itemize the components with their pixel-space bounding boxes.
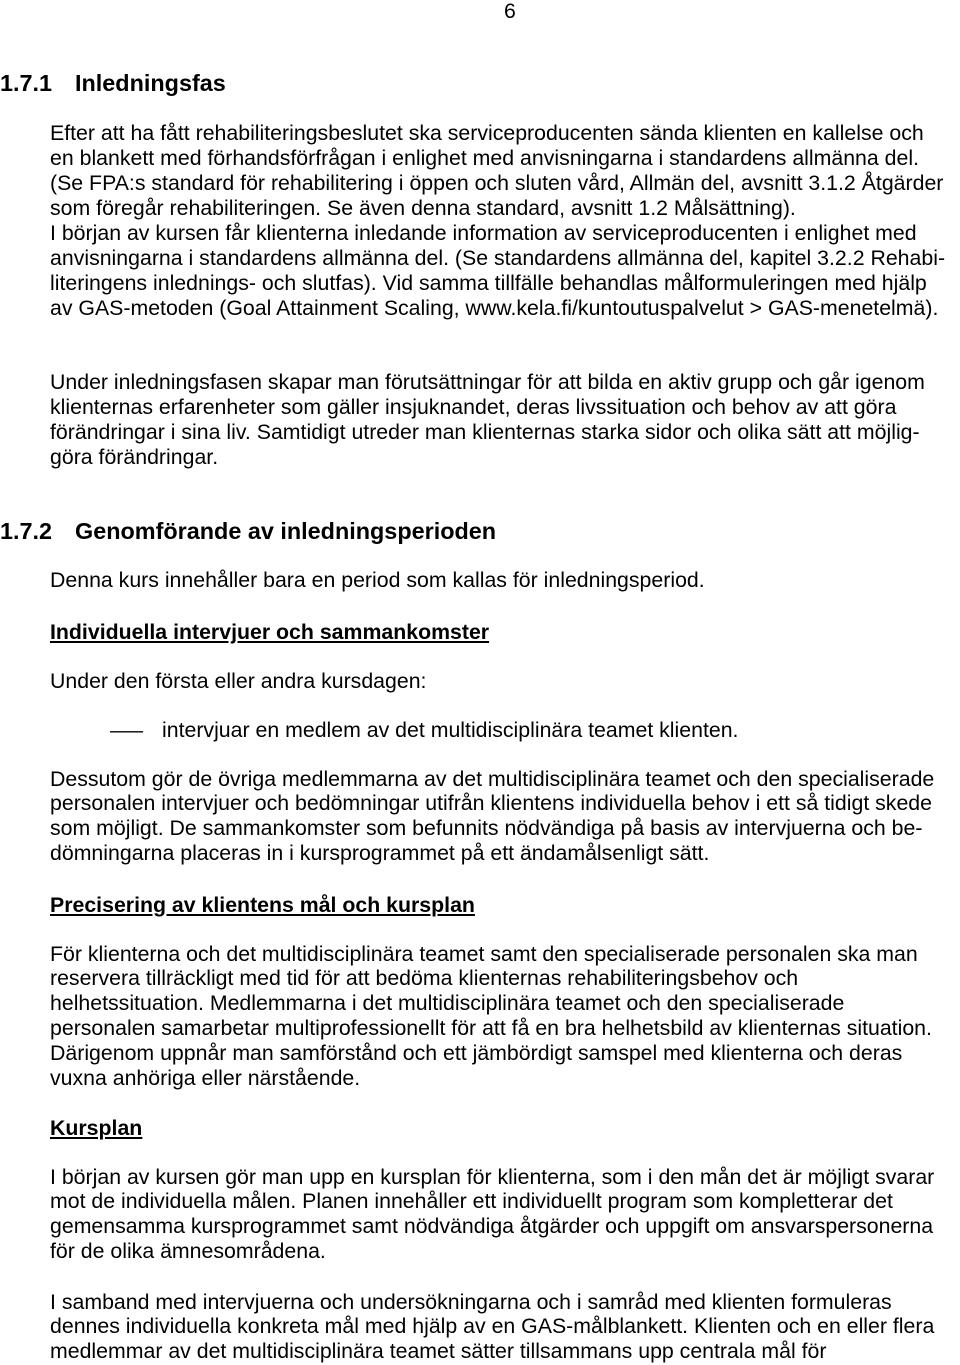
paragraph [50,221,945,321]
lead-text: Under den första eller andra kursdagen: [50,668,427,693]
text-line: literingens inlednings- och slutfas). Vid samma tillfälle behandlas målformuleringen med hjälp [50,270,927,295]
text-line: reservera tillräckligt med tid för att bedöma klienternas rehabiliteringsbehov och [50,966,799,991]
paragraph [50,1165,934,1265]
text-line: I början av kursen gör man upp en kursplan för klienterna, som i den mån det är möjligt svarar [50,1164,935,1189]
text-line: Efter att ha fått rehabiliteringsbeslutet ska serviceproducenten sända klienten en kallelse och [50,121,924,145]
text-line: gemensamma kursprogrammet samt nödvändiga åtgärder och uppgift om ansvarspersonerna [50,1214,934,1239]
text-line: personalen samarbetar multiprofessionellt för att få en bra helhetsbild av klienternas situation. [50,1016,932,1041]
text-line: Dessutom gör de övriga medlemmarna av det multidisciplinära teamet och den specialiserade [50,766,935,791]
text-line: för de olika ämnesområdena. [50,1239,326,1264]
text-line: som möjligt. De sammankomster som befunnits nödvändiga på basis av intervjuerna och be- [50,816,923,841]
paragraph [50,121,943,221]
text-line: Under inledningsfasen skapar man förutsättningar för att bilda en aktiv grupp och går igenom [50,370,925,394]
paragraph [50,942,932,1091]
text-line: personalen intervjuer och bedömningar utifrån klientens individuella behov i ett så tidigt skede [50,791,932,816]
text-line: av GAS-metoden (Goal Attainment Scaling, www.kela.fi/kuntoutuspalvelut > GAS-menetelmä). [50,295,939,320]
text-line: göra förändringar. [50,444,219,469]
dash-bullet-marker: – [110,717,144,742]
text-line: helhetssituation. Medlemmarna i det multidisciplinära teamet och den specialiserade [50,991,845,1016]
text-line: dömningarna placeras in i kursprogrammet på ett ändamålsenligt sätt. [50,841,710,866]
text-line: I början av kursen får klienterna inledande information av serviceproducenten i enlighet med [50,221,917,245]
text-line: klienternas erfarenheter som gäller insjuknandet, deras livssituation och behov av att göra [50,394,897,419]
paragraph [50,370,925,470]
text-line: (Se FPA:s standard för rehabilitering i öppen och sluten vård, Allmän del, avsnitt 3.1.2 Åtgärder [50,170,944,195]
text-line: Därigenom uppnår man samförstånd och ett jämbördigt samspel med klienterna och deras [50,1041,903,1066]
paragraph [50,767,934,867]
heading-number: 1.7.1 [0,70,53,96]
paragraph [50,1290,934,1365]
text-line: en blankett med förhandsförfrågan i enlighet med anvisningarna i standardens allmänna del. [50,145,919,170]
heading-title: Inledningsfas [75,70,226,96]
text-line: vuxna anhöriga eller närstående. [50,1065,361,1090]
text-line: anvisningarna i standardens allmänna del. (Se standardens allmänna del, kapitel 3.2.2 Rehabi- [50,245,946,270]
text-line: För klienterna och det multidisciplinära teamet samt den specialiserade personalen ska man [50,941,918,966]
page-number: 6 [504,0,516,23]
heading-title: Genomförande av inledningsperioden [75,518,497,544]
text-line: I samband med intervjuerna och undersökningarna och i samråd med klienten formuleras [50,1289,892,1314]
text-line: förändringar i sina liv. Samtidigt utreder man klienternas starka sidor och olika sätt att möjlig- [50,419,920,444]
intro-text: Denna kurs innehåller bara en period som kallas för inledningsperiod. [50,567,705,592]
heading-number: 1.7.2 [0,518,53,544]
subheading-course-plan: Kursplan [50,1115,143,1140]
text-line: mot de individuella målen. Planen innehåller ett individuellt program som kompletterar det [50,1189,893,1214]
bullet-text: intervjuar en medlem av det multidisciplinära teamet klienten. [162,717,739,742]
text-line: dennes individuella konkreta mål med hjälp av en GAS-målblankett. Klienten och en eller flera [50,1314,935,1339]
subheading-goals: Precisering av klientens mål och kursplan [50,892,475,917]
text-line: medlemmar av det multidisciplinära teamet sätter tillsammans upp centrala mål för [50,1339,827,1364]
subheading-interviews: Individuella intervjuer och sammankomster [50,619,490,644]
text-line: som föregår rehabiliteringen. Se även denna standard, avsnitt 1.2 Målsättning). [50,195,796,220]
